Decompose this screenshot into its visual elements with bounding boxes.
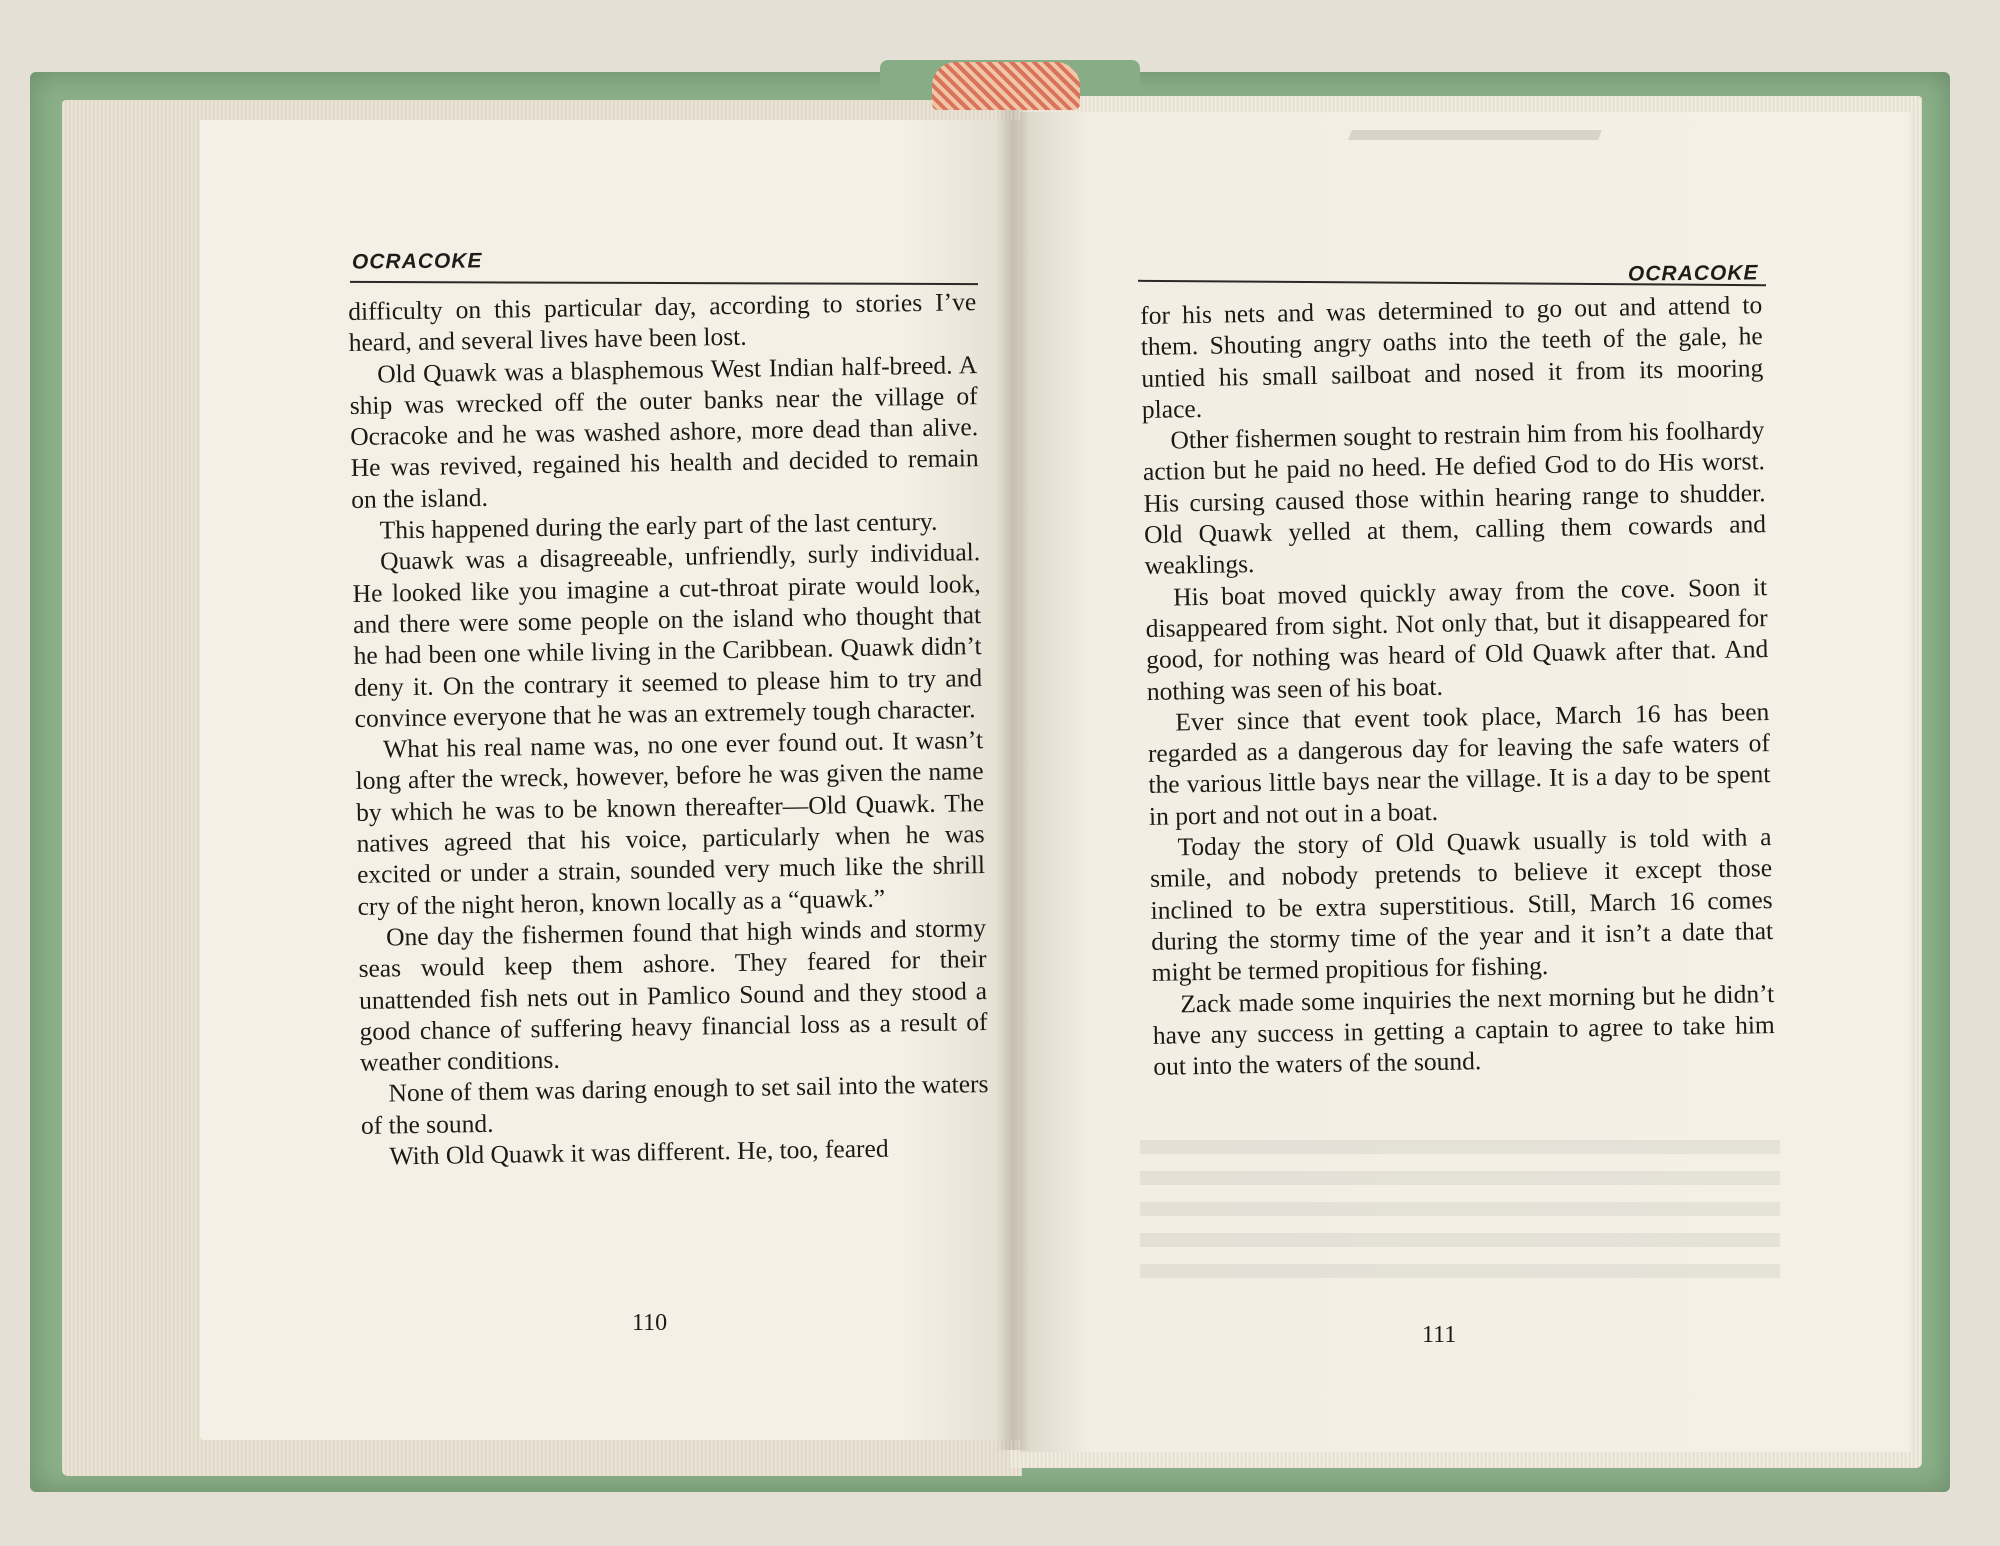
gutter-shadow [996, 110, 1030, 1450]
show-through-text [1140, 1140, 1780, 1290]
paragraph: With Old Quawk it was different. He, too, feared [389, 1133, 889, 1171]
paragraph: Old Quawk was a blasphemous West Indian half-breed. A ship was wrecked off the outer banks near the village of Ocracoke and he was washed ashore, more dead than alive. He was revived, regained his health and decided to remain on the island. [349, 349, 979, 514]
paragraph: difficulty on this particular day, according to stories I’ve heard, and several lives have been lost. [348, 287, 977, 358]
paragraph: for his nets and was determined to go out and attend to them. Shouting angry oaths into the teeth of the gale, he untied his small sailboat and nosed it from its mooring place. [1140, 290, 1764, 424]
right-body-text [1140, 289, 1776, 1082]
bookmark-ribbon [932, 62, 1080, 110]
paragraph: Other fishermen sought to restrain him from his foolhardy action but he paid no heed. He defied God to do His worst. His cursing caused those within hearing range to shudder. Old Quawk yelled at them, calling them cowards and weaklings. [1142, 415, 1767, 581]
left-page-number: 110 [632, 1310, 668, 1336]
paragraph: Ever since that event took place, March 16 has been regarded as a dangerous day for leaving the safe waters of the various little bays near the village. It is a day to be spent in port and not out in a boat. [1147, 696, 1771, 831]
left-body-text [348, 286, 990, 1172]
paragraph: Zack made some inquiries the next morning but he didn’t have any success in getting a captain to agree to take him out into the waters of the sound. [1152, 978, 1775, 1082]
show-through-mark [1348, 130, 1602, 140]
right-running-head: OCRACOKE [1627, 261, 1759, 286]
paragraph: Today the story of Old Quawk usually is told with a smile, and nobody pretends to believe it except those inclined to be extra superstitious. Still, March 16 comes during the stormy time of the year and it isn’t a date that might be termed propitious for fishing. [1149, 822, 1774, 988]
left-running-head: OCRACOKE [351, 249, 483, 274]
right-page-number: 111 [1422, 1322, 1457, 1348]
paragraph: None of them was daring enough to set sail into the waters of the sound. [360, 1069, 989, 1140]
paragraph: This happened during the early part of the last century. [379, 506, 938, 545]
paragraph: One day the fishermen found that high winds and stormy seas would keep them ashore. They feared for their unattended fish nets out in Pamlico Sound and they stood a good chance of suffering heavy financial loss as a result of weather conditions. [358, 912, 988, 1078]
paragraph: Quawk was a disagreeable, unfriendly, surly individual. He looked like you imagine a cut-throat pirate would look, and there were some people on the island who thought that he had been one while living in the Caribbean. Quawk didn’t deny it. On the contrary it seemed to please him to try and convince everyone that he was an extremely tough character. [352, 537, 983, 733]
paragraph: His boat moved quickly away from the cove. Soon it disappeared from sight. Not only that, but it disappeared for good, for nothing was heard of Old Quawk after that. And nothing was seen of his boat. [1145, 571, 1769, 706]
paragraph: What his real name was, no one ever found out. It wasn’t long after the wreck, however, before he was given the name by which he was to be known thereafter—Old Quawk. The natives agreed that his voice, particularly when he was excited or under a strain, sounded very much like the shrill cry of the night heron, known locally as a “quawk.” [355, 725, 986, 921]
